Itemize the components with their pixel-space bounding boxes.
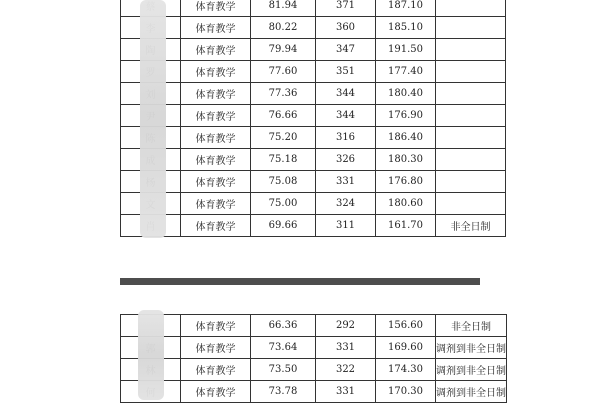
note-cell <box>436 0 506 17</box>
note-cell <box>436 61 506 83</box>
note-cell <box>436 39 506 61</box>
major-cell: 体育教学 <box>181 149 251 171</box>
note-cell <box>436 83 506 105</box>
note-cell: 调剂到非全日制 <box>436 337 507 359</box>
rank-score-cell: 180.60 <box>376 193 436 215</box>
score-cell: 73.64 <box>251 337 316 359</box>
score-cell: 80.22 <box>251 17 316 39</box>
note-cell <box>436 17 506 39</box>
total-cell: 292 <box>316 315 376 337</box>
document-page-bottom <box>0 306 600 400</box>
total-cell: 322 <box>316 359 376 381</box>
table-row <box>121 127 506 149</box>
note-cell <box>436 149 506 171</box>
major-cell: 体育教学 <box>181 381 251 403</box>
total-cell: 324 <box>316 193 376 215</box>
score-cell: 75.18 <box>251 149 316 171</box>
total-cell: 326 <box>316 149 376 171</box>
score-cell: 81.94 <box>251 0 316 17</box>
rank-score-cell: 161.70 <box>376 215 436 237</box>
major-cell: 体育教学 <box>181 315 251 337</box>
score-cell: 79.94 <box>251 39 316 61</box>
rank-score-cell: 174.30 <box>376 359 436 381</box>
total-cell: 316 <box>316 127 376 149</box>
note-cell: 非全日制 <box>436 215 506 237</box>
note-cell <box>436 105 506 127</box>
total-cell: 347 <box>316 39 376 61</box>
table-row <box>121 0 506 17</box>
score-cell: 75.20 <box>251 127 316 149</box>
rank-score-cell: 169.60 <box>376 337 436 359</box>
major-cell: 体育教学 <box>181 83 251 105</box>
total-cell: 344 <box>316 83 376 105</box>
rank-score-cell: 180.40 <box>376 83 436 105</box>
table-row <box>121 61 506 83</box>
major-cell: 体育教学 <box>181 61 251 83</box>
name-redaction-blur <box>140 0 166 238</box>
note-cell <box>436 127 506 149</box>
rank-score-cell: 176.90 <box>376 105 436 127</box>
note-cell: 调剂到非全日制 <box>436 359 507 381</box>
score-cell: 75.08 <box>251 171 316 193</box>
major-cell: 体育教学 <box>181 39 251 61</box>
major-cell: 体育教学 <box>181 337 251 359</box>
table-row <box>121 337 507 359</box>
major-cell: 体育教学 <box>181 359 251 381</box>
rank-score-cell: 170.30 <box>376 381 436 403</box>
total-cell: 371 <box>316 0 376 17</box>
major-cell: 体育教学 <box>181 105 251 127</box>
score-cell: 75.00 <box>251 193 316 215</box>
score-cell: 77.36 <box>251 83 316 105</box>
score-cell: 66.36 <box>251 315 316 337</box>
rank-score-cell: 176.80 <box>376 171 436 193</box>
table-row <box>121 215 506 237</box>
major-cell: 体育教学 <box>181 17 251 39</box>
table-row <box>121 381 507 403</box>
rank-score-cell: 187.10 <box>376 0 436 17</box>
total-cell: 351 <box>316 61 376 83</box>
table-row <box>121 17 506 39</box>
note-cell: 非全日制 <box>436 315 507 337</box>
note-cell <box>436 193 506 215</box>
rank-score-cell: 185.10 <box>376 17 436 39</box>
table-row <box>121 359 507 381</box>
rank-score-cell: 177.40 <box>376 61 436 83</box>
table-row <box>121 149 506 171</box>
major-cell: 体育教学 <box>181 0 251 17</box>
total-cell: 331 <box>316 171 376 193</box>
score-cell: 73.50 <box>251 359 316 381</box>
total-cell: 344 <box>316 105 376 127</box>
note-cell: 调剂到非全日制 <box>436 381 507 403</box>
score-table-bottom-body <box>121 315 507 403</box>
rank-score-cell: 186.40 <box>376 127 436 149</box>
major-cell: 体育教学 <box>181 171 251 193</box>
table-row <box>121 171 506 193</box>
score-table-bottom <box>120 314 507 403</box>
total-cell: 360 <box>316 17 376 39</box>
score-cell: 73.78 <box>251 381 316 403</box>
table-row <box>121 39 506 61</box>
rank-score-cell: 156.60 <box>376 315 436 337</box>
score-cell: 69.66 <box>251 215 316 237</box>
table-row <box>121 83 506 105</box>
score-table-top-body <box>121 0 506 237</box>
major-cell: 体育教学 <box>181 215 251 237</box>
table-row <box>121 105 506 127</box>
rank-score-cell: 180.30 <box>376 149 436 171</box>
table-row <box>121 315 507 337</box>
note-cell <box>436 171 506 193</box>
table-row <box>121 193 506 215</box>
total-cell: 331 <box>316 337 376 359</box>
score-cell: 77.60 <box>251 61 316 83</box>
name-redaction-blur <box>138 310 164 400</box>
score-cell: 76.66 <box>251 105 316 127</box>
total-cell: 311 <box>316 215 376 237</box>
major-cell: 体育教学 <box>181 193 251 215</box>
page-separator <box>120 278 480 285</box>
rank-score-cell: 191.50 <box>376 39 436 61</box>
total-cell: 331 <box>316 381 376 403</box>
major-cell: 体育教学 <box>181 127 251 149</box>
score-table-top <box>120 0 506 237</box>
